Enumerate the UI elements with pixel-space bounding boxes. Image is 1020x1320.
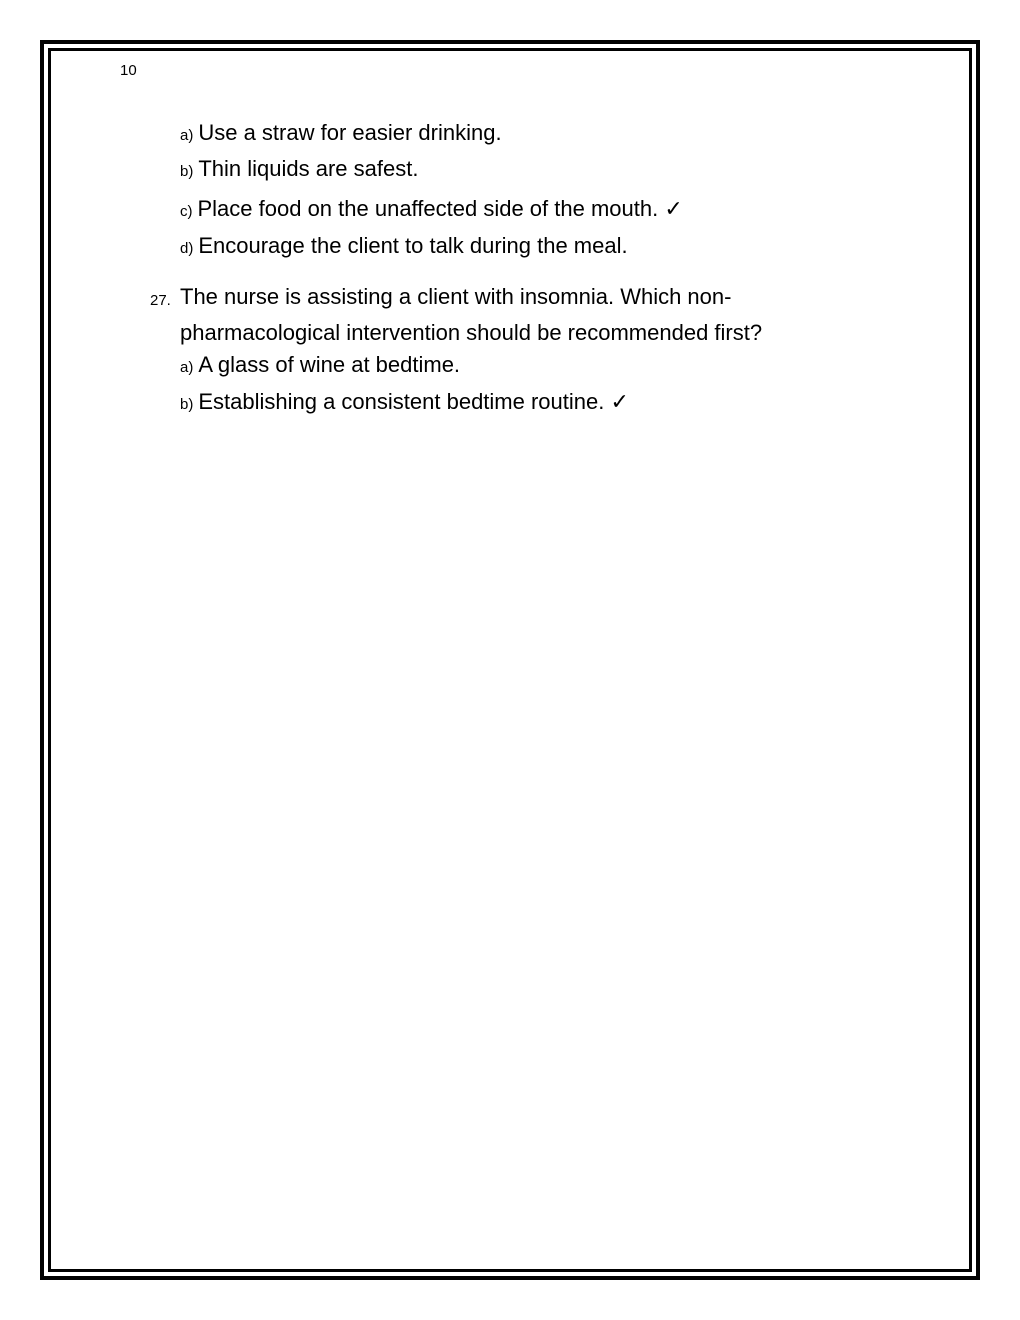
option-letter: a) xyxy=(180,359,194,376)
option-letter: b) xyxy=(180,396,194,413)
option-text: Use a straw for easier drinking. xyxy=(198,120,502,145)
page-number: 10 xyxy=(120,62,137,79)
question-27-option-b-correct xyxy=(180,388,629,419)
option-b xyxy=(180,155,418,186)
question-number: 27. xyxy=(150,292,171,309)
option-text: A glass of wine at bedtime. xyxy=(198,352,461,377)
option-text: Establishing a consistent bedtime routine. ✓ xyxy=(198,389,629,414)
option-d xyxy=(180,232,628,263)
option-letter: d) xyxy=(180,240,194,257)
option-letter: c) xyxy=(180,203,193,220)
question-27-option-a xyxy=(180,351,460,382)
option-letter: a) xyxy=(180,127,194,144)
question-stem-line-2: pharmacological intervention should be recommended first? xyxy=(180,320,763,345)
question-stem-line-1: The nurse is assisting a client with insomnia. Which non- xyxy=(180,284,732,309)
option-text: Thin liquids are safest. xyxy=(198,156,419,181)
option-a xyxy=(180,119,502,150)
option-text: Encourage the client to talk during the meal. xyxy=(198,233,628,258)
option-c-correct xyxy=(180,195,683,226)
option-letter: b) xyxy=(180,163,194,180)
option-text: Place food on the unaffected side of the mouth. ✓ xyxy=(197,196,683,221)
